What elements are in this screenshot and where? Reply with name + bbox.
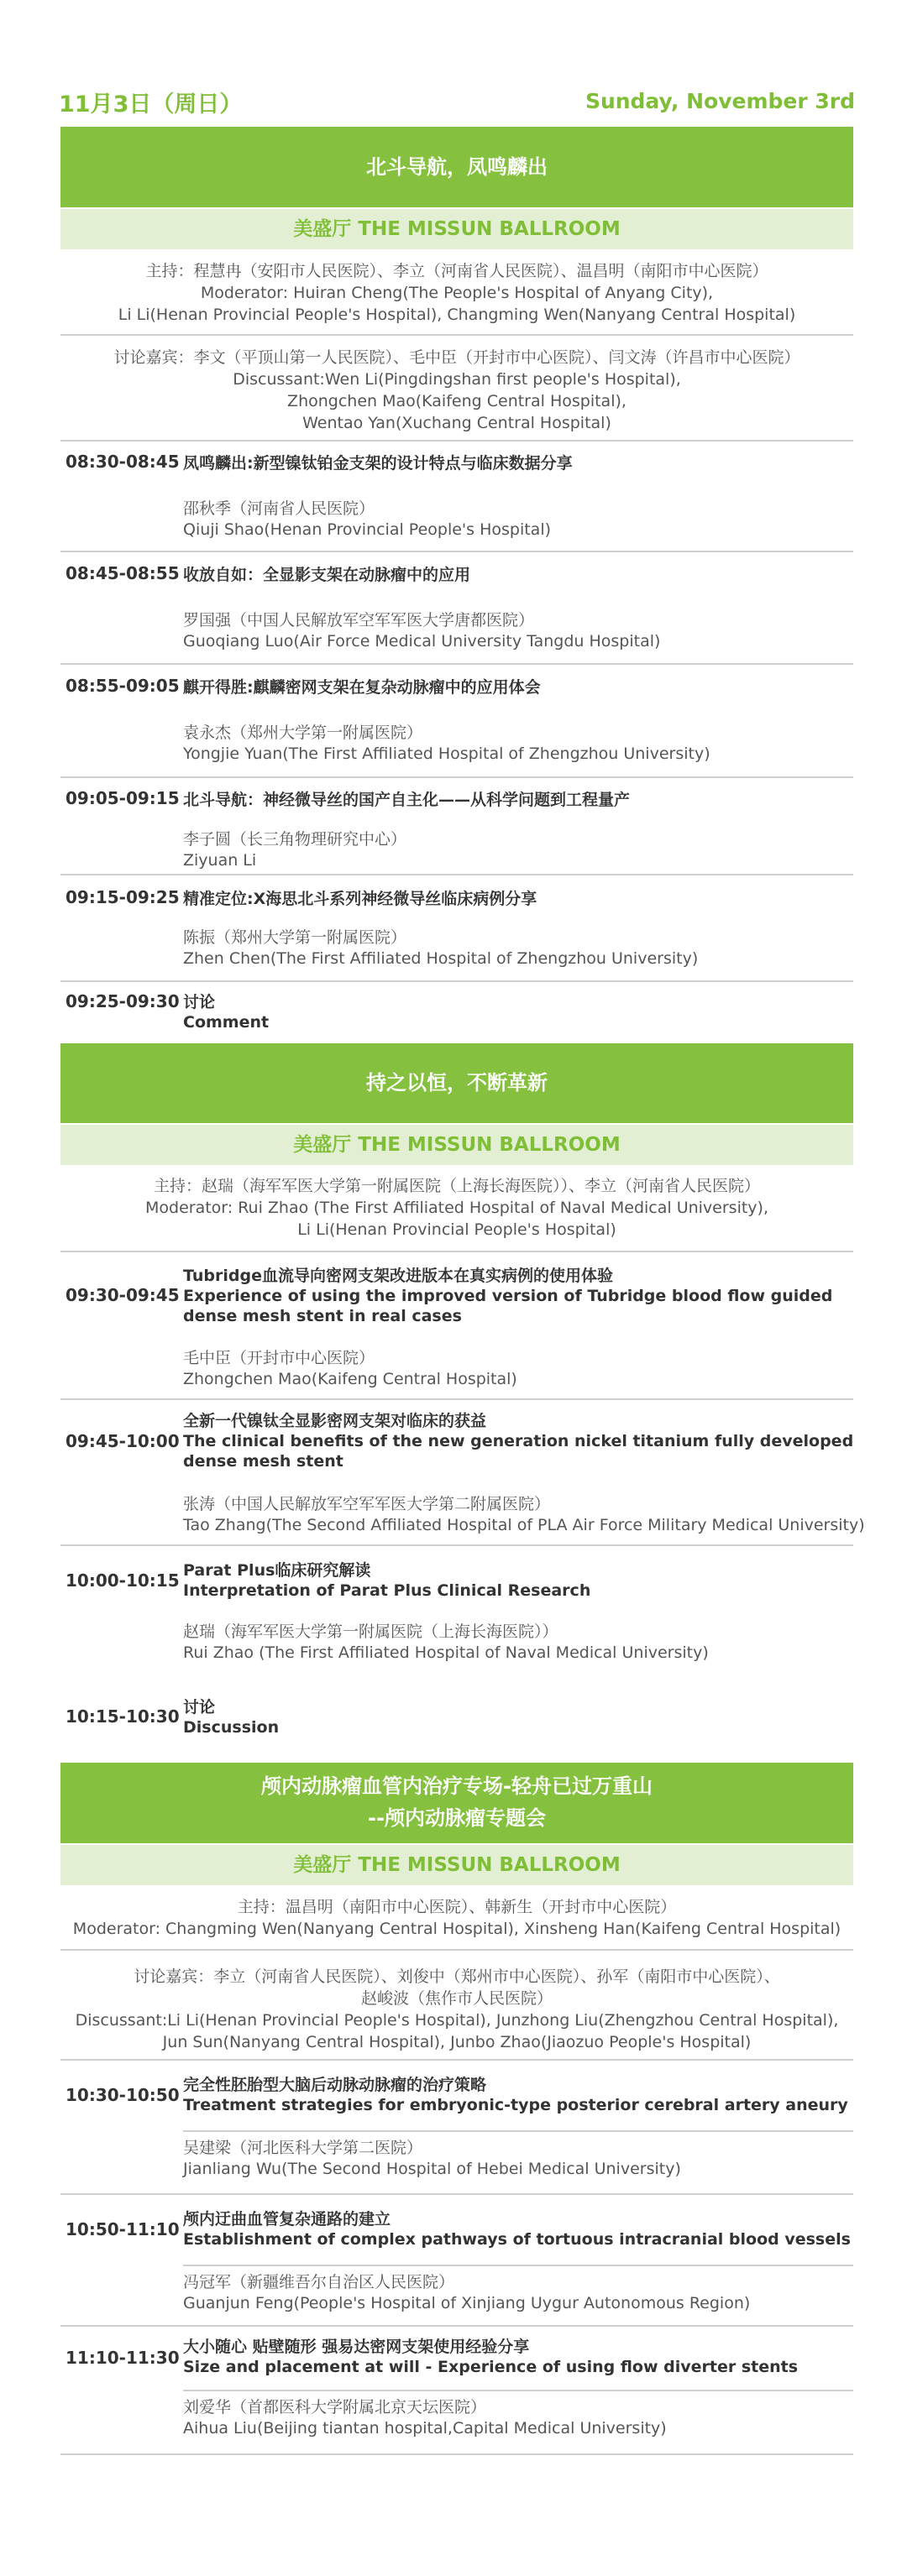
- section-1-moderator: [60, 260, 853, 326]
- moderator-line: 主持：程慧冉（安阳市人民医院）、李立（河南省人民医院）、温昌明（南阳市中心医院）: [145, 262, 768, 280]
- discussant-line: Wentao Yan(Xuchang Central Hospital): [302, 414, 611, 432]
- divider: [183, 2130, 853, 2132]
- section-3-title-line: 颅内动脉瘤血管内治疗专场-轻舟已过万重山: [261, 1774, 653, 1798]
- speaker-line: Yongjie Yuan(The First Affiliated Hospital of Zhengzhou University): [183, 745, 710, 763]
- divider: [60, 1398, 853, 1400]
- discussant-line: Discussant:Wen Li(Pingdingshan first people's Hospital),: [233, 370, 681, 389]
- divider: [60, 2193, 853, 2195]
- session-title: [183, 2075, 848, 2115]
- session-title-line: Parat Plus临床研究解读: [183, 1561, 371, 1580]
- session-speaker: [183, 2272, 750, 2314]
- divider: [183, 2265, 853, 2266]
- section-2-moderator: [60, 1175, 853, 1241]
- session-time: 08:45-08:55: [66, 563, 180, 583]
- session-title: [183, 1411, 853, 1471]
- session-title-line: 收放自如：全显影支架在动脉瘤中的应用: [183, 566, 471, 584]
- speaker-line: 冯冠军（新疆维吾尔自治区人民医院）: [183, 2273, 455, 2291]
- day-title-en: Sunday, November 3rd: [585, 89, 855, 113]
- moderator-line: 主持：温昌明（南阳市中心医院）、韩新生（开封市中心医院）: [237, 1898, 677, 1916]
- session-speaker: [183, 499, 551, 541]
- session-speaker: [183, 1494, 865, 1536]
- session-title-line: Establishment of complex pathways of tortuous intracranial blood vessels: [183, 2230, 851, 2249]
- session-title-line: 讨论: [183, 993, 216, 1011]
- session-title-line: 凤鸣麟出:新型镍钛铂金支架的设计特点与临床数据分享: [183, 454, 573, 473]
- divider: [60, 440, 853, 442]
- moderator-line: Moderator: Huiran Cheng(The People's Hospital of Anyang City),: [200, 284, 714, 302]
- session-title: [183, 2209, 851, 2249]
- divider: [60, 2325, 853, 2327]
- discussant-line: Discussant:Li Li(Henan Provincial People's Hospital), Junzhong Liu(Zhengzhou Central Hospital),: [75, 2011, 839, 2030]
- section-3-room: 美盛厅 THE MISSUN BALLROOM: [60, 1845, 853, 1885]
- divider: [60, 874, 853, 875]
- speaker-line: Guanjun Feng(People's Hospital of Xinjiang Uygur Autonomous Region): [183, 2294, 751, 2312]
- section-1-room: 美盛厅 THE MISSUN BALLROOM: [60, 209, 853, 249]
- divider: [183, 2390, 853, 2391]
- speaker-line: 陈振（郑州大学第一附属医院）: [183, 928, 407, 947]
- session-speaker: [183, 2397, 667, 2439]
- speaker-line: Guoqiang Luo(Air Force Medical University Tangdu Hospital): [183, 632, 661, 651]
- session-speaker: [183, 723, 710, 765]
- session-time: 09:30-09:45: [66, 1285, 180, 1305]
- divider: [60, 663, 853, 665]
- speaker-line: 毛中臣（开封市中心医院）: [183, 1349, 375, 1367]
- section-1-title: 北斗导航，凤鸣麟出: [366, 155, 548, 179]
- session-title: [183, 1266, 832, 1326]
- session-time: 08:30-08:45: [66, 452, 180, 472]
- speaker-line: 邵秋季（河南省人民医院）: [183, 499, 375, 518]
- session-title-line: 讨论: [183, 1698, 216, 1716]
- session-speaker: [183, 1622, 709, 1664]
- divider: [60, 2453, 853, 2455]
- session-title-line: dense mesh stent in real cases: [183, 1307, 462, 1325]
- speaker-line: Aihua Liu(Beijing tiantan hospital,Capital Medical University): [183, 2419, 667, 2438]
- divider: [60, 2059, 853, 2061]
- session-time: 10:00-10:15: [66, 1570, 180, 1591]
- session-speaker: [183, 1348, 517, 1390]
- day-title-cn: 11月3日（周日）: [59, 91, 243, 118]
- section-2-room: 美盛厅 THE MISSUN BALLROOM: [60, 1125, 853, 1165]
- speaker-line: 袁永杰（郑州大学第一附属医院）: [183, 724, 423, 742]
- session-title-line: dense mesh stent: [183, 1452, 343, 1471]
- session-time: 10:30-10:50: [66, 2085, 180, 2105]
- session-title-line: 完全性胚胎型大脑后动脉动脉瘤的治疗策略: [183, 2076, 487, 2094]
- session-title: [183, 889, 537, 909]
- section-3-header: [60, 1763, 853, 1843]
- session-title-line: Interpretation of Parat Plus Clinical Research: [183, 1581, 591, 1600]
- session-time: 09:45-10:00: [66, 1431, 180, 1451]
- moderator-line: 主持：赵瑞（海军军医大学第一附属医院（上海长海医院））、李立（河南省人民医院）: [153, 1177, 760, 1195]
- section-2-header: [60, 1043, 853, 1123]
- divider: [60, 1544, 853, 1546]
- discussant-line: 赵峻波（焦作市人民医院）: [360, 1989, 553, 2008]
- section-3-discussant: [60, 1966, 853, 2053]
- speaker-line: 刘爱华（首都医科大学附属北京天坛医院）: [183, 2398, 487, 2417]
- moderator-line: Li Li(Henan Provincial People's Hospital): [297, 1220, 616, 1239]
- speaker-line: Jianliang Wu(The Second Hospital of Hebei Medical University): [183, 2160, 681, 2178]
- discussant-line: 讨论嘉宾：李立（河南省人民医院）、刘俊中（郑州市中心医院）、孙军（南阳市中心医院）、: [134, 1967, 780, 1986]
- session-speaker: [183, 829, 406, 871]
- session-title-line: 全新一代镍钛全显影密网支架对临床的获益: [183, 1412, 487, 1430]
- moderator-line: Moderator: Changming Wen(Nanyang Central Hospital), Xinsheng Han(Kaifeng Central Hospital): [72, 1920, 841, 1938]
- speaker-line: 张涛（中国人民解放军空军军医大学第二附属医院）: [183, 1495, 551, 1513]
- section-3-title-line: --颅内动脉瘤专题会: [368, 1806, 546, 1830]
- session-title: [183, 453, 573, 473]
- discussant-line: Jun Sun(Nanyang Central Hospital), Junbo Zhao(Jiaozuo People's Hospital): [162, 2033, 752, 2051]
- divider: [60, 1949, 853, 1951]
- session-time: 08:55-09:05: [66, 676, 180, 696]
- divider: [60, 334, 853, 336]
- session-title: [183, 1560, 590, 1601]
- session-speaker: [183, 2138, 681, 2180]
- session-time: 11:10-11:30: [66, 2348, 180, 2368]
- speaker-line: 吴建梁（河北医科大学第二医院）: [183, 2139, 423, 2157]
- session-title-line: Tubridge血流导向密网支架改进版本在真实病例的使用体验: [183, 1267, 613, 1285]
- speaker-line: 李子圆（长三角物理研究中心）: [183, 830, 407, 849]
- speaker-line: 罗国强（中国人民解放军空军军医大学唐都医院）: [183, 611, 535, 630]
- session-time: 10:50-11:10: [66, 2219, 180, 2239]
- session-title: [183, 1697, 279, 1737]
- speaker-line: Ziyuan Li: [183, 851, 257, 870]
- moderator-line: Li Li(Henan Provincial People's Hospital), Changming Wen(Nanyang Central Hospital): [118, 306, 796, 324]
- speaker-line: Zhen Chen(The First Affiliated Hospital of Zhengzhou University): [183, 949, 699, 968]
- session-title-line: 大小随心 贴壁随形 强易达密网支架使用经验分享: [183, 2338, 530, 2356]
- speaker-line: Qiuji Shao(Henan Provincial People's Hospital): [183, 520, 552, 539]
- session-title: [183, 992, 269, 1032]
- session-time: 10:15-10:30: [66, 1706, 180, 1727]
- session-title-line: Comment: [183, 1013, 270, 1032]
- session-title-line: 精准定位:X海思北斗系列神经微导丝临床病例分享: [183, 890, 537, 908]
- section-3-moderator: [60, 1896, 853, 1940]
- divider: [60, 551, 853, 552]
- divider: [60, 980, 853, 982]
- session-time: 09:05-09:15: [66, 788, 180, 808]
- session-title-line: 麒开得胜:麒麟密网支架在复杂动脉瘤中的应用体会: [183, 678, 541, 697]
- speaker-line: Rui Zhao (The First Affiliated Hospital of Naval Medical University): [183, 1643, 709, 1662]
- session-title-line: The clinical benefits of the new generation nickel titanium fully developed: [183, 1432, 854, 1450]
- session-time: 09:25-09:30: [66, 991, 180, 1011]
- session-title-line: 颅内迂曲血管复杂通路的建立: [183, 2210, 391, 2229]
- session-title: [183, 790, 630, 810]
- session-title: [183, 677, 541, 698]
- session-title: [183, 2337, 798, 2377]
- session-title-line: 北斗导航：神经微导丝的国产自主化——从科学问题到工程量产: [183, 791, 631, 809]
- discussant-line: Zhongchen Mao(Kaifeng Central Hospital),: [287, 392, 627, 410]
- session-title: [183, 565, 470, 585]
- section-1-discussant: [60, 347, 853, 434]
- session-title-line: Size and placement at will - Experience of using flow diverter stents: [183, 2358, 799, 2376]
- session-title-line: Discussion: [183, 1718, 280, 1737]
- speaker-line: Tao Zhang(The Second Affiliated Hospital of PLA Air Force Military Medical University): [183, 1516, 865, 1534]
- session-time: 09:15-09:25: [66, 887, 180, 907]
- section-2-title: 持之以恒，不断革新: [366, 1071, 548, 1095]
- session-speaker: [183, 927, 698, 969]
- speaker-line: Zhongchen Mao(Kaifeng Central Hospital): [183, 1370, 517, 1388]
- divider: [60, 1251, 853, 1252]
- speaker-line: 赵瑞（海军军医大学第一附属医院（上海长海医院））: [183, 1622, 558, 1641]
- discussant-line: 讨论嘉宾：李文（平顶山第一人民医院）、毛中臣（开封市中心医院）、闫文涛（许昌市中心医院）: [113, 348, 800, 367]
- moderator-line: Moderator: Rui Zhao (The First Affiliated Hospital of Naval Medical University),: [144, 1199, 768, 1217]
- section-1-header: [60, 127, 853, 207]
- session-title-line: Treatment strategies for embryonic-type posterior cerebral artery aneury: [183, 2096, 848, 2114]
- session-speaker: [183, 610, 660, 652]
- divider: [60, 776, 853, 778]
- session-title-line: Experience of using the improved version of Tubridge blood flow guided: [183, 1287, 833, 1305]
